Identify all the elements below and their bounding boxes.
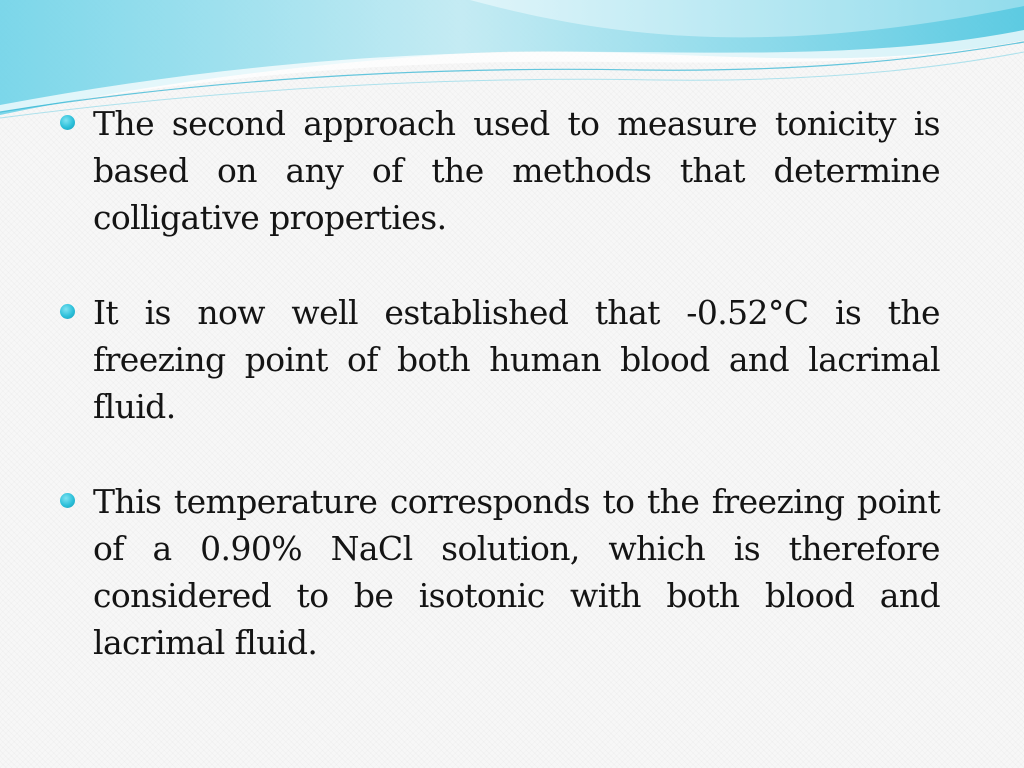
bullet-item [60, 289, 940, 430]
bullet-item [60, 478, 940, 666]
bullet-text: This temperature corresponds to the freezing point of a 0.90% NaCl solution, which is therefore considered to be isotonic with both blood and lacrimal fluid. [93, 482, 940, 662]
circle-bullet-icon [60, 493, 75, 508]
circle-bullet-icon [60, 115, 75, 130]
bullet-item [60, 100, 940, 241]
bullet-text: The second approach used to measure tonicity is based on any of the methods that determine colligative properties. [93, 104, 940, 237]
circle-bullet-icon [60, 304, 75, 319]
bullet-text: It is now well established that -0.52°C is the freezing point of both human blood and lacrimal fluid. [93, 293, 940, 426]
slide-content [60, 100, 940, 714]
